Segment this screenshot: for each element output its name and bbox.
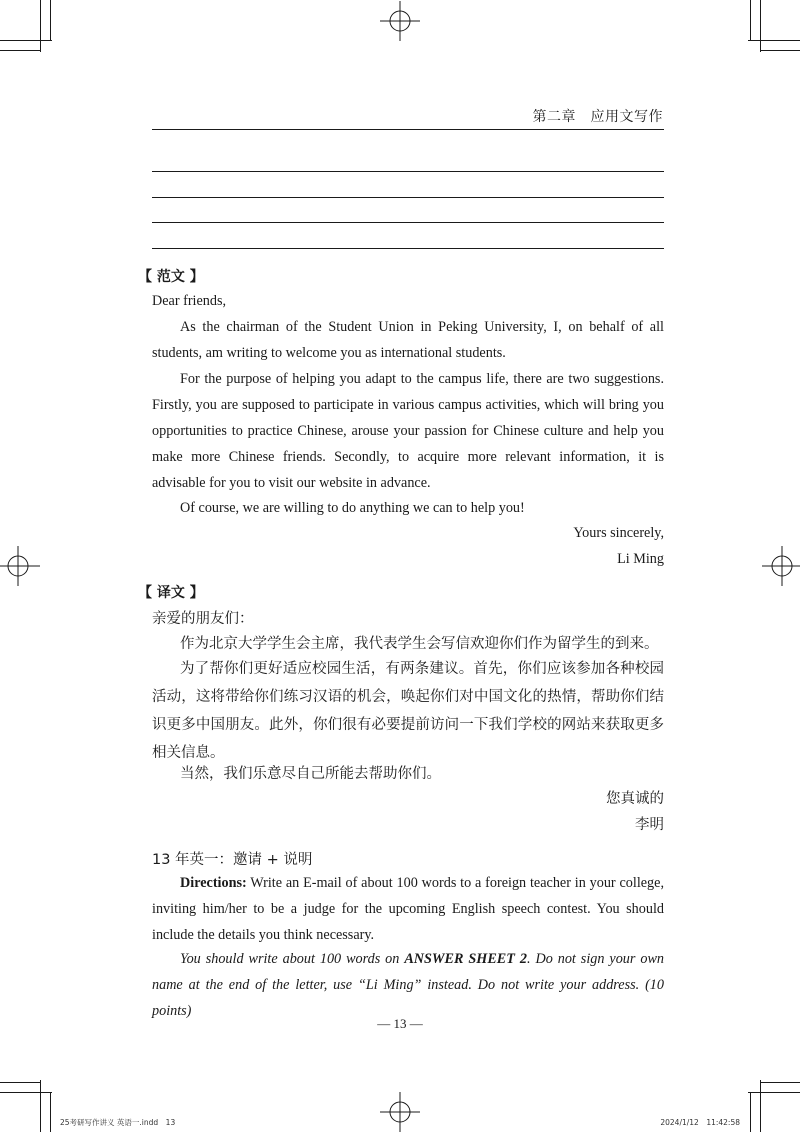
translation-paragraph: 为了帮你们更好适应校园生活，有两条建议。首先，你们应该参加各种校园活动，这将带给你们练习汉语的机会，唤起你们对中国文化的热情，帮助你们结识更多中国朋友。此外，你们很有必要提前访问一下我们学校的网站来获取更多相关信息。 [152,661,664,761]
essay-closing: Yours sincerely, [573,525,664,541]
essay-paragraph: For the purpose of helping you adapt to the campus life, there are two suggestions. Firstly, you are supposed to participate in various campus activities, which will bring you opportunities to practice Chinese, arouse your passion for Chinese culture and help you make more Chinese friends. Secondly, to acquire more relevant information, it is advisable for you to visit our website in advance. [152,371,664,491]
directions-text: Write an E-mail of about 100 words to a foreign teacher in your college, inviting him/her to be a judge for the upcoming English speech contest. You should include the details you think necessary. [152,875,664,943]
translation-greeting: 亲爱的朋友们： [152,611,254,627]
translation-label: 【 译文 】 [138,585,204,601]
footer-timestamp: 2024/1/12 11:42:58 [660,1118,740,1127]
writing-line [152,171,664,172]
writing-line [152,248,664,249]
registration-mark-bottom [380,1092,420,1132]
translation-paragraph: 当然，我们乐意尽自己所能去帮助你们。 [180,766,441,782]
instructions-part-1: You should write about 100 words on [180,951,405,967]
task-heading: 13 年英一：邀请 + 说明 [152,852,313,868]
essay-paragraph: As the chairman of the Student Union in Peking University, I, on behalf of all students, am writing to welcome you as international students. [152,319,664,361]
translation-paragraph: 作为北京大学学生会主席，我代表学生会写信欢迎你们作为留学生的到来。 [180,636,659,652]
translation-closing: 您真诚的 [606,791,664,807]
essay-signature: Li Ming [617,551,664,567]
registration-mark-left [0,546,40,586]
chapter-title: 第二章 应用文写作 [532,109,663,125]
footer-filename: 25考研写作讲义 英语一.indd 13 [60,1118,176,1127]
essay-greeting: Dear friends, [152,293,227,309]
task-directions [152,870,664,948]
header-rule [152,129,664,130]
task-instructions [152,946,664,1024]
registration-mark-top [380,1,420,41]
registration-mark-right [762,546,800,586]
answer-sheet-label: ANSWER SHEET 2 [404,951,527,967]
instructions-part-2: . Do not sign your own name at the end of the letter, use “Li Ming” instead. Do not write your address. (10 points) [152,951,664,1019]
model-essay-label: 【 范文 】 [138,269,204,285]
writing-line [152,197,664,198]
writing-line [152,222,664,223]
translation-signature: 李明 [635,817,664,833]
directions-label: Directions: [180,875,247,891]
essay-paragraph: Of course, we are willing to do anything we can to help you! [180,500,525,516]
page-number: — 13 — [377,1016,423,1031]
